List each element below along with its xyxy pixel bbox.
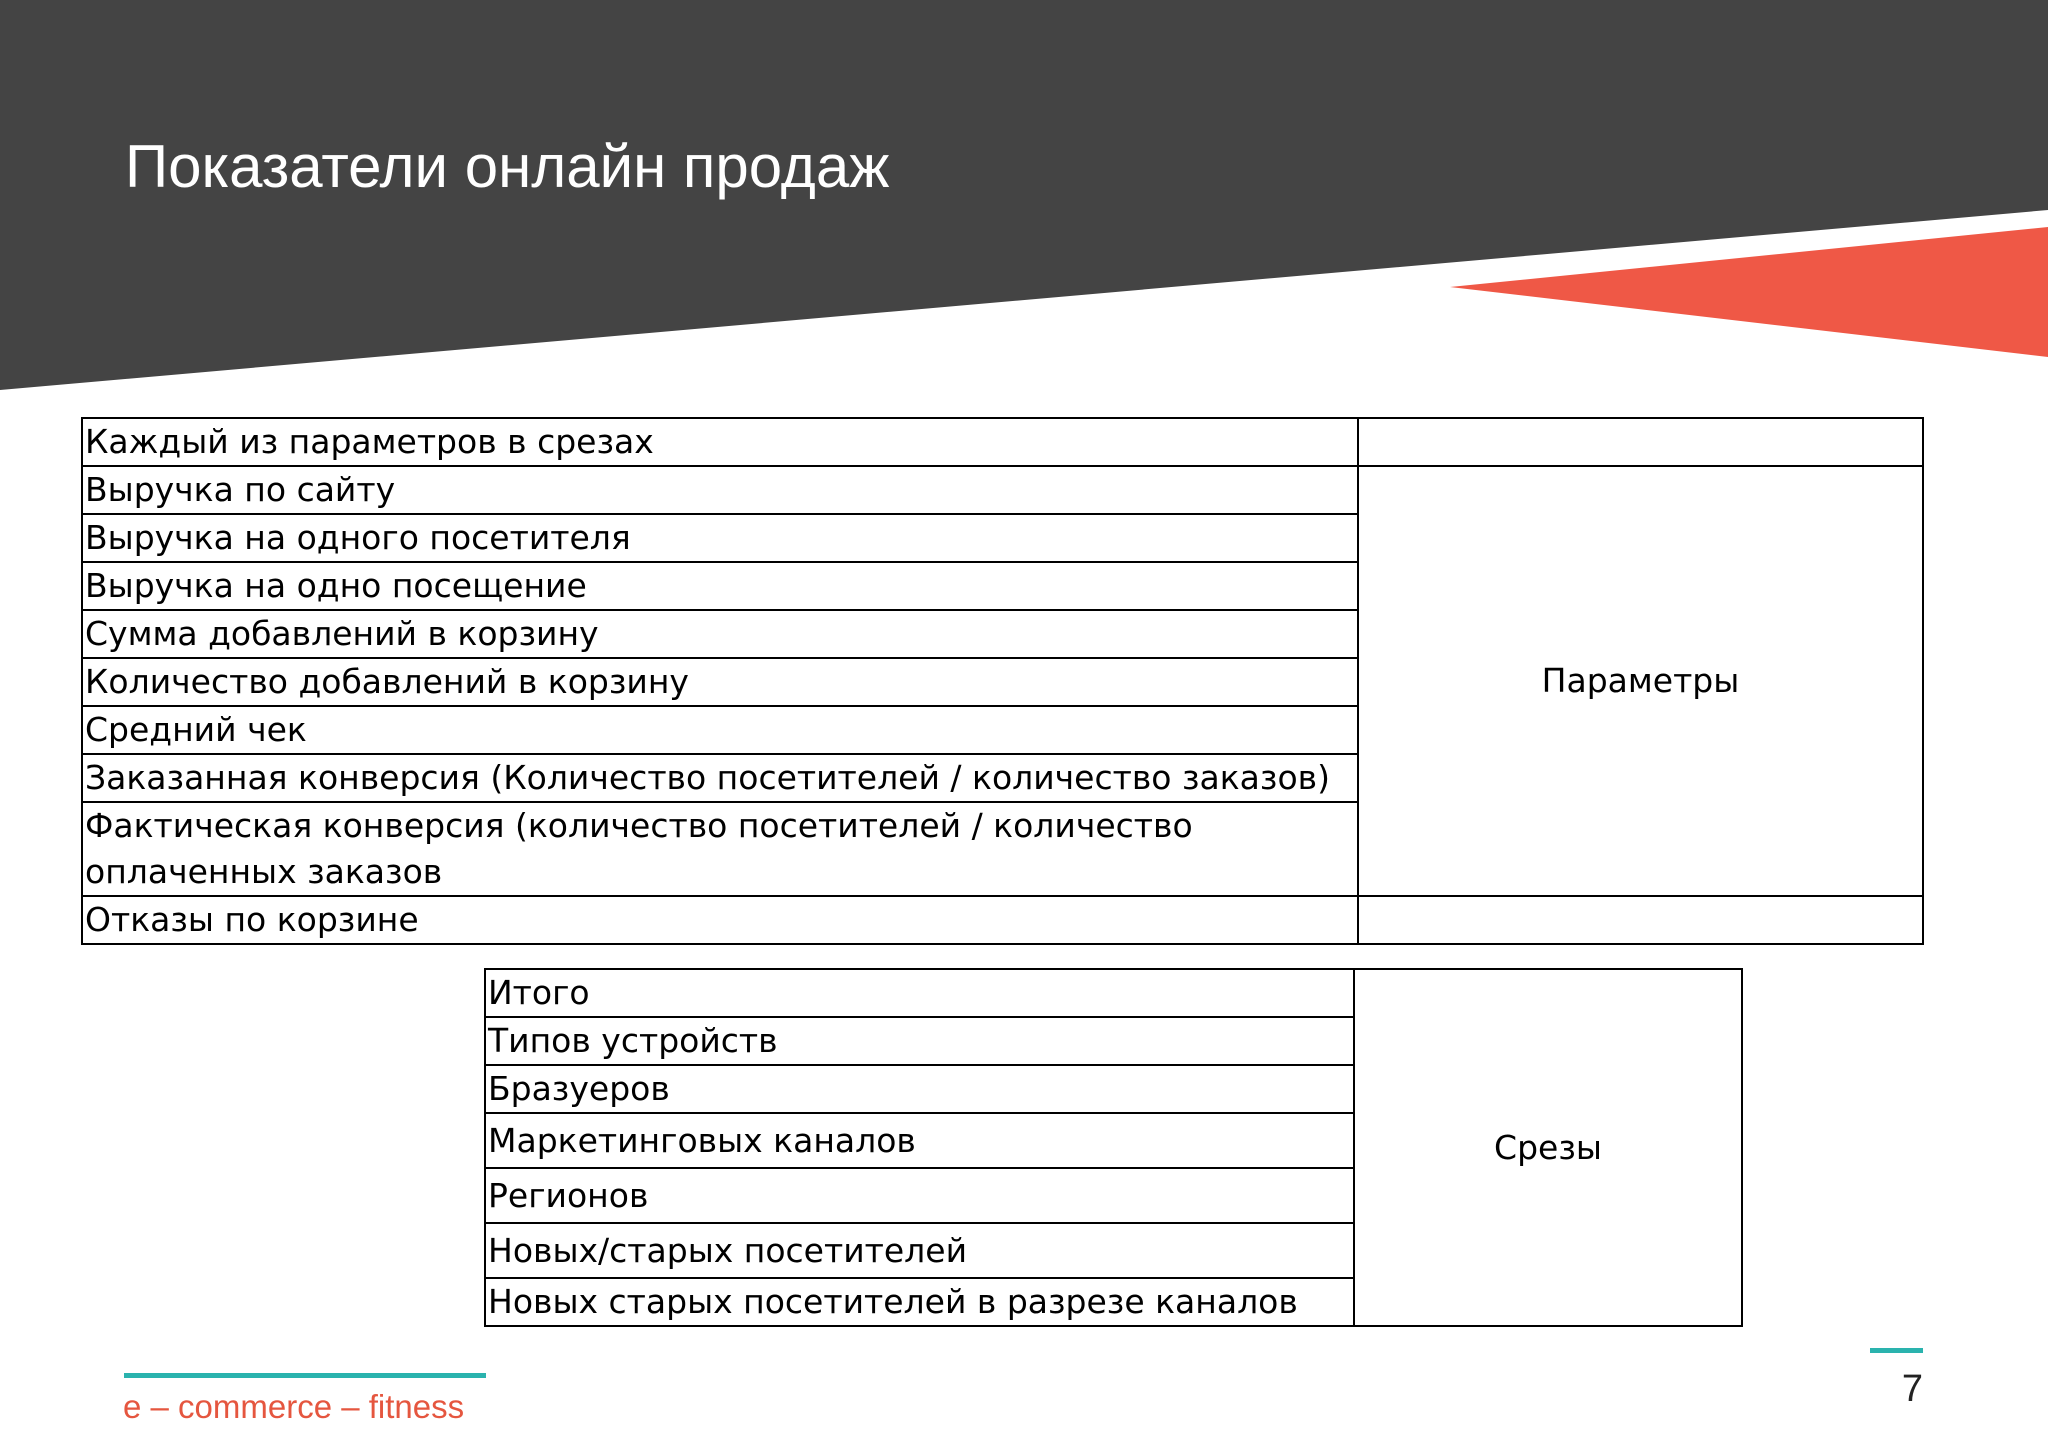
slices-table — [484, 968, 1743, 1327]
parameter-cell: Отказы по корзине — [82, 896, 1358, 944]
parameter-cell: Выручка по сайту — [82, 466, 1358, 514]
slice-cell: Новых/старых посетителей — [485, 1223, 1354, 1278]
parameter-cell: Количество добавлений в корзину — [82, 658, 1358, 706]
empty-cell — [1358, 896, 1923, 944]
slice-cell: Итого — [485, 969, 1354, 1017]
slice-cell: Регионов — [485, 1168, 1354, 1223]
parameter-cell: Средний чек — [82, 706, 1358, 754]
table-row — [485, 969, 1742, 1017]
slide-title: Показатели онлайн продаж — [125, 133, 890, 200]
slice-cell: Типов устройств — [485, 1017, 1354, 1065]
slices-group-label: Срезы — [1354, 969, 1742, 1326]
table-row — [82, 896, 1923, 944]
empty-cell — [1358, 418, 1923, 466]
slice-cell: Маркетинговых каналов — [485, 1113, 1354, 1168]
parameters-group-label: Параметры — [1358, 466, 1923, 896]
slice-cell: Новых старых посетителей в разрезе каналов — [485, 1278, 1354, 1326]
parameter-cell: Каждый из параметров в срезах — [82, 418, 1358, 466]
footer-brand-logo: e – commerce – fitness — [123, 1388, 465, 1425]
parameters-table — [81, 417, 1924, 945]
slice-cell: Бразуеров — [485, 1065, 1354, 1113]
table-row — [82, 418, 1923, 466]
footer-divider — [124, 1373, 486, 1378]
parameter-cell: Выручка на одного посетителя — [82, 514, 1358, 562]
parameter-cell: Сумма добавлений в корзину — [82, 610, 1358, 658]
page-number: 7 — [1901, 1368, 1923, 1410]
parameter-cell: Выручка на одно посещение — [82, 562, 1358, 610]
table-row — [82, 466, 1923, 514]
parameter-cell: Фактическая конверсия (количество посетителей / количество оплаченных заказов — [82, 802, 1358, 896]
page-number-divider — [1870, 1348, 1923, 1353]
parameter-cell: Заказанная конверсия (Количество посетителей / количество заказов) — [82, 754, 1358, 802]
